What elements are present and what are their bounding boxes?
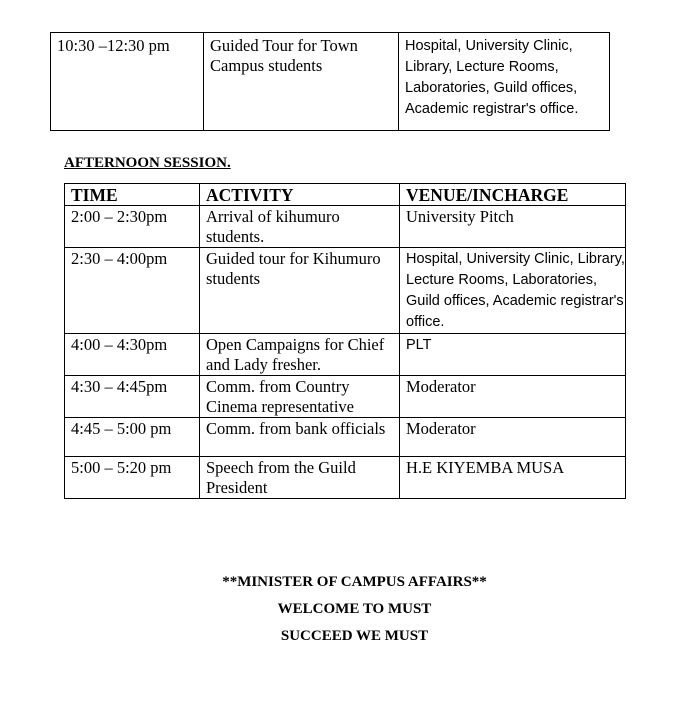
time-cell: 4:45 – 5:00 pm — [65, 418, 200, 457]
motto-line: SUCCEED WE MUST — [280, 628, 429, 644]
time-cell: 4:30 – 4:45pm — [65, 376, 200, 418]
morning-schedule-table — [50, 32, 610, 131]
venue-cell: PLT — [400, 334, 626, 376]
activity-cell: Guided tour for Kihumuro students — [200, 248, 400, 334]
time-cell: 2:30 – 4:00pm — [65, 248, 200, 334]
venue-cell: Moderator — [400, 376, 626, 418]
activity-cell: Open Campaigns for Chief and Lady fresher. — [200, 334, 400, 376]
minister-title: **MINISTER OF CAMPUS AFFAIRS** — [222, 574, 487, 590]
afternoon-session-heading: AFTERNOON SESSION. — [64, 155, 231, 171]
venue-cell: Moderator — [400, 418, 626, 457]
time-cell: 4:00 – 4:30pm — [65, 334, 200, 376]
venue-cell: H.E KIYEMBA MUSA — [400, 457, 626, 499]
table-row — [65, 206, 626, 248]
afternoon-schedule-table — [64, 183, 626, 499]
activity-cell: Comm. from bank officials — [200, 418, 400, 457]
activity-cell: Speech from the Guild President — [200, 457, 400, 499]
activity-header: ACTIVITY — [200, 184, 400, 206]
table-header-row — [65, 184, 626, 206]
time-cell: 5:00 – 5:20 pm — [65, 457, 200, 499]
table-row — [65, 376, 626, 418]
activity-cell: Arrival of kihumuro students. — [200, 206, 400, 248]
table-row — [65, 457, 626, 499]
time-cell: 10:30 –12:30 pm — [51, 33, 204, 131]
venue-cell: Hospital, University Clinic, Library, Lecture Rooms, Laboratories, Guild offices, Academic registrar's office. — [399, 33, 610, 131]
venue-cell: University Pitch — [400, 206, 626, 248]
venue-cell: Hospital, University Clinic, Library, Lecture Rooms, Laboratories, Guild offices, Academic registrar's office. — [400, 248, 626, 334]
time-cell: 2:00 – 2:30pm — [65, 206, 200, 248]
activity-cell: Comm. from Country Cinema representative — [200, 376, 400, 418]
table-row — [65, 248, 626, 334]
table-row — [65, 334, 626, 376]
table-row — [65, 418, 626, 457]
table-row — [51, 33, 610, 131]
welcome-line: WELCOME TO MUST — [277, 601, 432, 617]
activity-cell: Guided Tour for Town Campus students — [204, 33, 399, 131]
time-header: TIME — [65, 184, 200, 206]
venue-header: VENUE/INCHARGE — [400, 184, 626, 206]
